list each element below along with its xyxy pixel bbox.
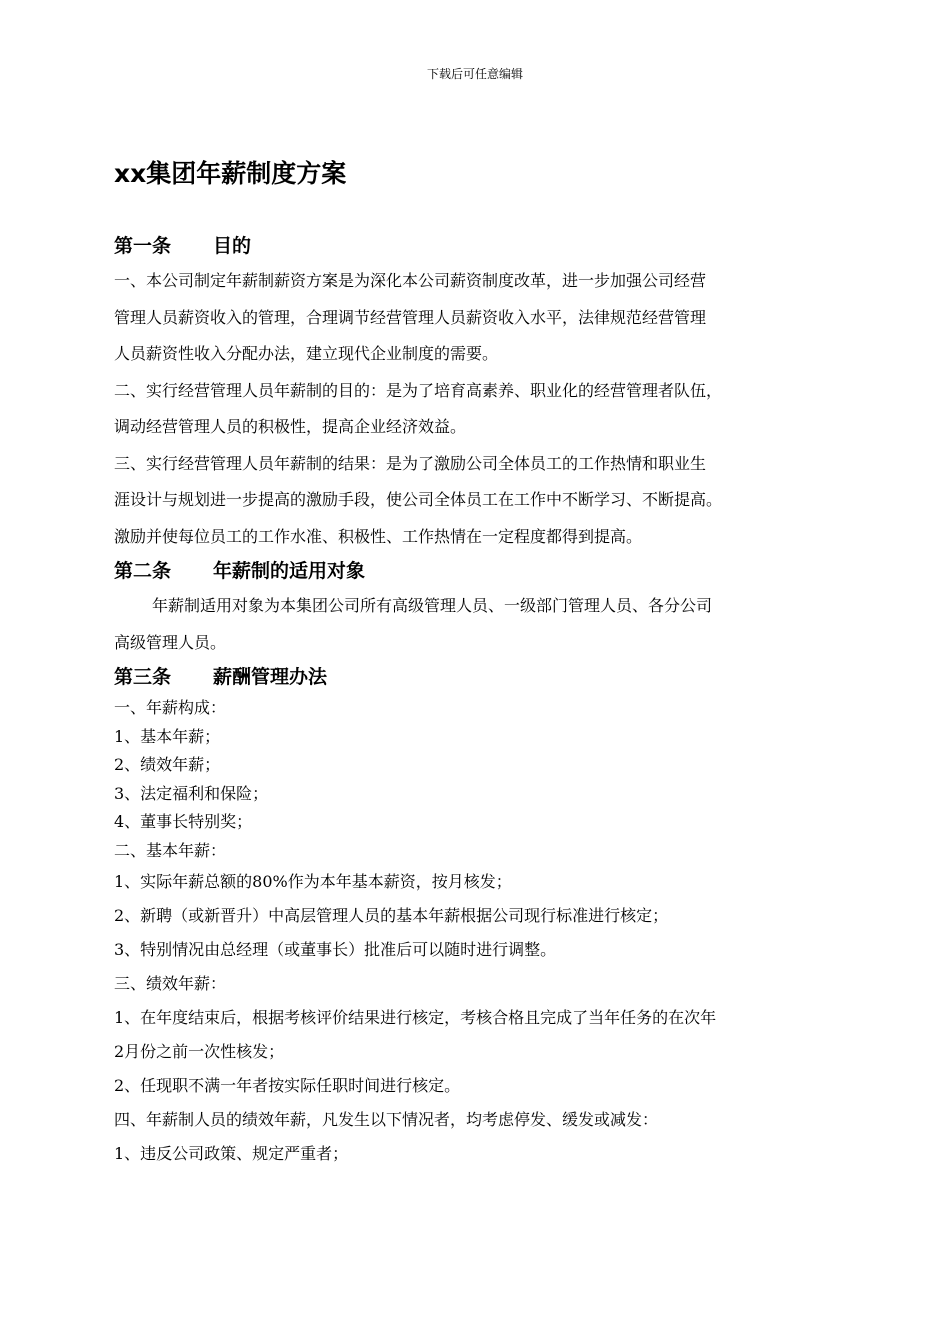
document-title: xx集团年薪制度方案 [114,159,347,188]
article-1-line: 激励并使每位员工的工作水准、积极性、工作热情在一定程度都得到提高。 [114,526,643,546]
page-header: 下载后可任意编辑 [426,67,523,81]
article-2-number: 第二条 [114,560,172,582]
article-1-line: 二、实行经营管理人员年薪制的目的：是为了培育高素养、职业化的经营管理者队伍， [114,380,723,400]
article-2-title: 年薪制的适用对象 [213,560,366,582]
article-1-line: 管理人员薪资收入的管理，合理调节经营管理人员薪资收入水平，法律规范经营管理 [114,307,707,327]
article-1-line: 调动经营管理人员的积极性，提高企业经济效益。 [114,417,467,436]
article-3-list-item: 2、任现职不满一年者按实际任职时间进行核定。 [114,1076,461,1095]
article-2-line: 年薪制适用对象为本集团公司所有高级管理人员、一级部门管理人员、各分公司 [152,596,713,615]
article-3-list-item: 2月份之前一次性核发； [114,1042,285,1061]
article-3-title: 薪酬管理办法 [213,666,328,688]
article-3-list-item: 一、年薪构成： [114,698,227,717]
article-1-line: 三、实行经营管理人员年薪制的结果：是为了激励公司全体员工的工作热情和职业生 [114,453,707,473]
article-1-line: 涯设计与规划进一步提高的激励手段，使公司全体员工在工作中不断学习、不断提高。 [114,490,723,509]
article-3-list-item: 1、基本年薪； [114,726,221,746]
article-3-list-item: 二、基本年薪： [114,840,227,860]
article-3-list-item: 1、实际年薪总额的80%作为本年基本薪资，按月核发； [114,872,512,891]
article-2-heading [114,555,854,588]
article-3-list-item: 四、年薪制人员的绩效年薪，凡发生以下情况者，均考虑停发、缓发或减发： [114,1110,659,1129]
article-3-list-item: 3、法定福利和保险； [114,783,269,803]
article-3-list-item: 三、绩效年薪： [114,974,227,993]
article-3-list-item: 4、董事长特别奖； [114,812,253,831]
article-1-heading [114,230,854,263]
article-1-title: 目的 [213,235,252,257]
article-3-number: 第三条 [114,666,172,688]
article-3-list-item: 2、绩效年薪； [114,755,221,774]
article-3-list-item: 3、特别情况由总经理（或董事长）批准后可以随时进行调整。 [114,940,557,959]
article-3-list-item: 1、在年度结束后，根据考核评价结果进行核定，考核合格且完成了当年任务的在次年 [114,1008,717,1027]
article-1-line: 一、本公司制定年薪制薪资方案是为深化本公司薪资制度改革，进一步加强公司经营 [114,271,707,290]
article-1-line: 人员薪资性收入分配办法，建立现代企业制度的需要。 [114,344,499,363]
article-2-line: 高级管理人员。 [114,632,227,652]
article-3-list-item: 2、新聘（或新晋升）中高层管理人员的基本年薪根据公司现行标准进行核定； [114,906,669,925]
document-body [114,230,854,1171]
article-3-list-item: 1、违反公司政策、规定严重者； [114,1144,349,1163]
article-3-heading [114,661,854,694]
article-1-number: 第一条 [114,235,172,257]
